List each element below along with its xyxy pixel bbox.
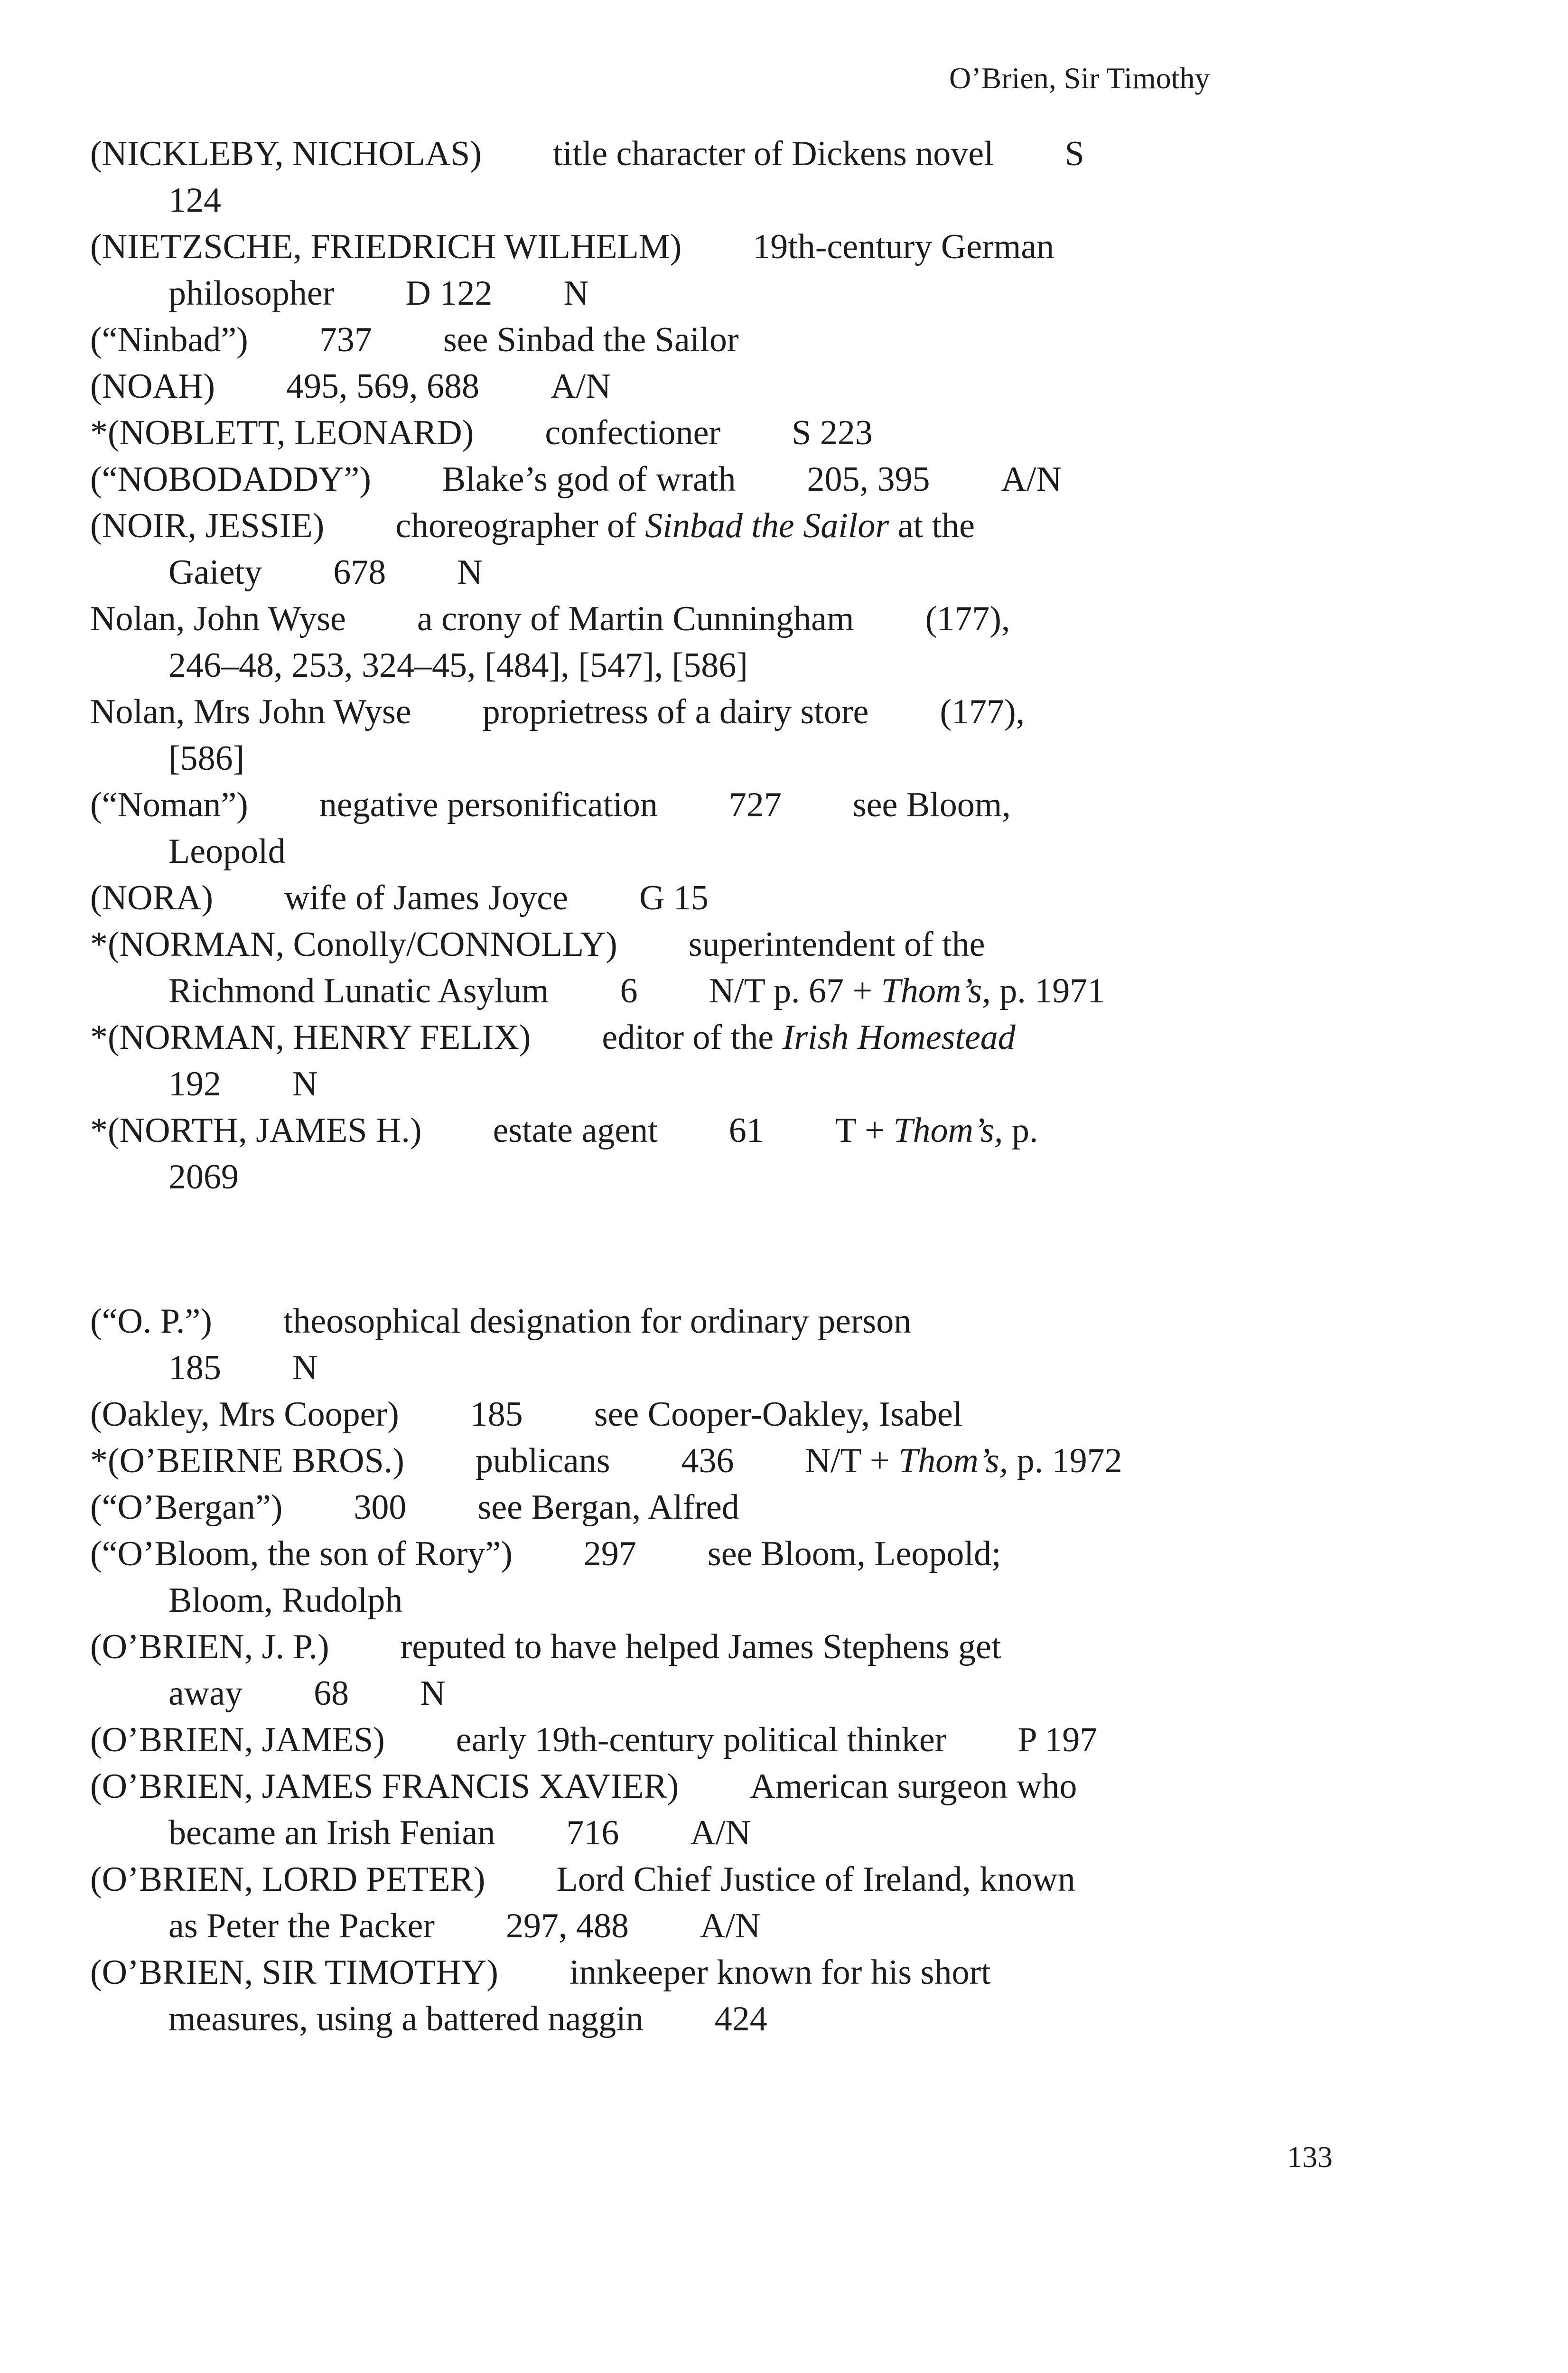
entry-field: N [563,274,589,313]
entry-field: reputed to have helped James Stephens get [400,1627,1001,1666]
entry-headword: (O’BRIEN, J. P.) [90,1627,329,1666]
entry-headword: *(NORTH, JAMES H.) [90,1111,422,1150]
entry-field: innkeeper known for his short [569,1953,991,1992]
entry-continuation-line [90,1670,1381,1717]
entry-field: N [292,1065,318,1103]
entry-line [90,689,1381,735]
entry-field: 124 [168,181,221,220]
entry-field: early 19th-century political thinker [456,1720,947,1759]
entry-field: T + Thom’s, p. [835,1111,1038,1150]
entry-headword: (NOAH) [90,367,215,406]
section-o-entries [90,1298,1381,2042]
entry-field: 19th-century German [753,227,1055,266]
entry-line [90,410,1381,456]
entry-field: 495, 569, 688 [286,367,480,406]
entry-field: 6 [620,972,638,1010]
entry-continuation-line [90,1810,1381,1856]
entry-line [90,1014,1381,1061]
index-entry [90,875,1381,921]
entry-headword: (Oakley, Mrs Cooper) [90,1395,399,1434]
entry-line [90,1107,1381,1154]
index-entry [90,1717,1381,1763]
entry-field: N/T p. 67 + Thom’s, p. 1971 [709,972,1105,1010]
entry-headword: *(NOBLETT, LEONARD) [90,413,474,452]
entry-field: 205, 395 [807,460,930,499]
entry-headword: (O’BRIEN, JAMES) [90,1720,385,1759]
entry-field: [586] [168,739,245,778]
entry-line [90,224,1381,270]
entry-headword: (O’BRIEN, JAMES FRANCIS XAVIER) [90,1767,679,1806]
entry-continuation-line [90,1154,1381,1200]
entry-field: Bloom, Rudolph [168,1581,403,1620]
index-entry [90,1484,1381,1531]
entry-line [90,503,1381,549]
entry-continuation-line [90,177,1381,224]
entry-field: 297 [583,1534,636,1573]
entry-headword: *(NORMAN, Conolly/CONNOLLY) [90,925,617,964]
entry-field: A/N [551,367,611,406]
entry-headword: Nolan, John Wyse [90,599,346,638]
entry-line [90,1298,1381,1345]
entry-field: Blake’s god of wrath [442,460,736,499]
entry-line [90,921,1381,968]
entry-field: see Cooper-Oakley, Isabel [594,1395,963,1434]
entry-field: 2069 [168,1158,239,1196]
index-entry [90,410,1381,456]
index-entry [90,1107,1381,1200]
italic-title: Sinbad the Sailor [645,506,889,545]
entry-headword: *(NORMAN, HENRY FELIX) [90,1018,531,1057]
entry-field: American surgeon who [750,1767,1077,1806]
entry-field: 297, 488 [505,1906,629,1945]
entry-headword: (“NOBODADDY”) [90,460,371,499]
index-entry [90,689,1381,782]
index-entry [90,131,1381,224]
entry-line [90,1484,1381,1531]
entry-field: A/N [1001,460,1062,499]
entry-field: proprietress of a dairy store [482,692,869,731]
entry-field: 300 [354,1488,407,1527]
entry-continuation-line [90,1996,1381,2042]
entry-line [90,1717,1381,1763]
entry-field: a crony of Martin Cunningham [417,599,854,638]
entry-field: (177), [925,599,1010,638]
entry-field: publicans [475,1441,610,1480]
entry-field: Richmond Lunatic Asylum [168,972,549,1010]
entry-continuation-line [90,1577,1381,1624]
index-entry [90,1949,1381,2042]
entry-line [90,875,1381,921]
entry-field: 61 [728,1111,764,1150]
entry-continuation-line [90,1061,1381,1107]
entry-field: philosopher [168,274,335,313]
entry-headword: (“Noman”) [90,785,248,824]
entry-headword: Nolan, Mrs John Wyse [90,692,411,731]
entry-line [90,1624,1381,1670]
entry-field: 185 [470,1395,523,1434]
index-entry [90,1624,1381,1717]
entry-field: negative personification [319,785,658,824]
entry-field: confectioner [545,413,721,452]
italic-title: Thom’s, [881,972,991,1010]
entry-headword: (NICKLEBY, NICHOLAS) [90,134,482,173]
index-entry [90,1438,1381,1484]
entry-line [90,131,1381,177]
entry-line [90,1949,1381,1996]
entry-field: A/N [690,1813,751,1852]
entry-field: 716 [566,1813,619,1852]
italic-title: Thom’s, [898,1441,1008,1480]
index-entry [90,782,1381,875]
index-entry [90,1391,1381,1438]
entry-field: measures, using a battered naggin [168,1999,644,2038]
entry-field: Lord Chief Justice of Ireland, known [556,1860,1075,1899]
entry-field: choreographer of Sinbad the Sailor at the [395,506,975,545]
italic-title: Irish Homestead [782,1018,1016,1057]
index-entry [90,921,1381,1014]
entry-continuation-line [90,968,1381,1014]
entry-field: away [168,1674,243,1713]
entry-continuation-line [90,549,1381,596]
entry-continuation-line [90,735,1381,782]
entry-line [90,317,1381,363]
index-entry [90,1298,1381,1391]
entry-field: Leopold [168,832,286,871]
entry-headword: (O’BRIEN, SIR TIMOTHY) [90,1953,498,1992]
entry-field: 246–48, 253, 324–45, [484], [547], [586] [168,646,748,685]
italic-title: Thom’s, [893,1111,1003,1150]
index-entry [90,596,1381,689]
entry-field: editor of the Irish Homestead [602,1018,1016,1057]
entry-field: Gaiety [168,553,262,592]
entry-field: (177), [940,692,1025,731]
index-entry [90,456,1381,503]
running-head: O’Brien, Sir Timothy [949,61,1210,95]
entry-field: 68 [314,1674,349,1713]
entry-field: 727 [728,785,782,824]
entry-field: S 223 [792,413,873,452]
entry-field: G 15 [639,878,709,917]
entry-continuation-line [90,828,1381,875]
entry-headword: (NOIR, JESSIE) [90,506,325,545]
entry-field: as Peter the Packer [168,1906,435,1945]
entry-line [90,596,1381,642]
entry-headword: (NORA) [90,878,213,917]
entry-line [90,1856,1381,1903]
entry-line [90,363,1381,410]
entry-continuation-line [90,270,1381,317]
entry-field: title character of Dickens novel [552,134,994,173]
entry-field: 436 [681,1441,734,1480]
entry-field: wife of James Joyce [284,878,568,917]
entry-field: N [420,1674,446,1713]
index-entry [90,317,1381,363]
entry-headword: (“O’Bloom, the son of Rory”) [90,1534,513,1573]
entry-continuation-line [90,1903,1381,1949]
index-entry [90,503,1381,596]
index-entry [90,363,1381,410]
index-entry [90,1856,1381,1949]
entry-field: N [457,553,483,592]
entry-field: N/T + Thom’s, p. 1972 [805,1441,1122,1480]
entry-field: 424 [714,1999,767,2038]
entry-line [90,1438,1381,1484]
entry-field: 737 [319,320,372,359]
entry-line [90,1763,1381,1810]
entry-field: superintendent of the [688,925,985,964]
entry-line [90,782,1381,828]
entry-field: theosophical designation for ordinary person [283,1302,912,1341]
entry-headword: (“O. P.”) [90,1302,212,1341]
entry-field: estate agent [493,1111,658,1150]
entry-line [90,1391,1381,1438]
section-n-entries [90,131,1381,1200]
entry-continuation-line [90,642,1381,689]
entry-field: S [1064,134,1084,173]
entry-headword: (“Ninbad”) [90,320,248,359]
entry-headword: *(O’BEIRNE BROS.) [90,1441,404,1480]
entry-field: N [292,1348,318,1387]
entry-field: 678 [333,553,386,592]
entry-headword: (NIETZSCHE, FRIEDRICH WILHELM) [90,227,682,266]
entry-field: P 197 [1017,1720,1098,1759]
page-number: 133 [1287,2140,1333,2174]
entry-field: see Bloom, Leopold; [707,1534,1001,1573]
entry-field: see Bergan, Alfred [477,1488,739,1527]
index-entry [90,224,1381,317]
index-entry [90,1531,1381,1624]
entry-headword: (“O’Bergan”) [90,1488,283,1527]
entry-field: see Bloom, [852,785,1011,824]
entry-field: see Sinbad the Sailor [443,320,739,359]
entry-line [90,456,1381,503]
index-entry [90,1014,1381,1107]
entry-field: D 122 [405,274,493,313]
entry-field: 192 [168,1065,221,1103]
entry-headword: (O’BRIEN, LORD PETER) [90,1860,485,1899]
entry-field: A/N [700,1906,761,1945]
entry-continuation-line [90,1345,1381,1391]
entry-field: 185 [168,1348,221,1387]
entry-line [90,1531,1381,1577]
index-entry [90,1763,1381,1856]
entry-field: became an Irish Fenian [168,1813,495,1852]
